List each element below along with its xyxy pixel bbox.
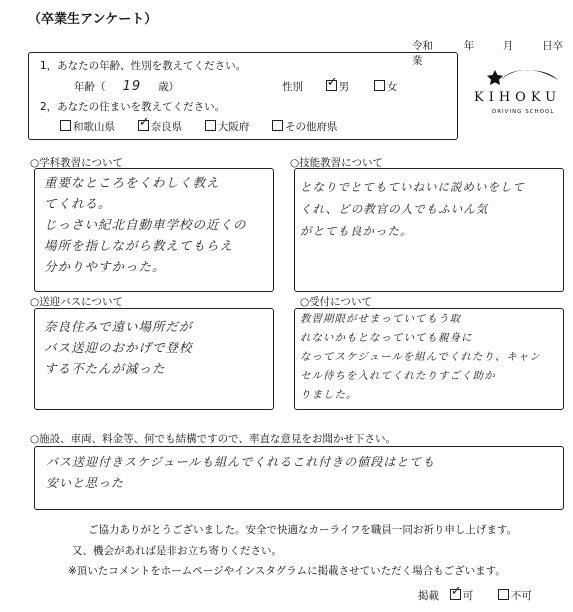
logo-tagline: DRIVING SCHOOL <box>492 109 555 115</box>
gender-row <box>282 79 397 94</box>
facility-title: ○施設、車両、料金等、何でも結構ですので、率直な意見をお聞かせ下さい。 <box>30 433 396 445</box>
wakayama-label: 和歌山県 <box>73 121 115 133</box>
month-unit: 月 <box>502 40 514 52</box>
male-checkbox[interactable] <box>326 80 337 91</box>
age-label: 年齢（ <box>74 81 106 93</box>
logo-name: KIHOKU <box>474 90 562 105</box>
nara-label: 奈良県 <box>150 121 183 133</box>
visit-message: 又、機会があれば是非お立ち寄りください。 <box>72 545 282 557</box>
male-label: 男 <box>338 81 350 93</box>
year-unit: 年 <box>463 40 475 52</box>
female-checkbox[interactable] <box>374 80 385 91</box>
reception-answer: 教習期限がせまっていてもう取 れないかもとなっていても親身に なってスケジュールを組んでくれたり、キャン セル待ちを入れてくれたりすごく助か りました。 <box>300 313 541 401</box>
page-title: （卒業生アンケート） <box>28 12 158 27</box>
gender-label: 性別 <box>282 81 303 93</box>
age-row <box>74 79 179 94</box>
deny-label: 不可 <box>510 590 532 602</box>
skill-answer: となりでとてもていねいに説めいをして くれ、どの教官の人でもふいん気 がとても良かった。 <box>300 180 525 238</box>
deny-checkbox[interactable] <box>498 589 509 600</box>
publish-label: 掲載 <box>418 590 439 602</box>
age-unit: 歳） <box>158 81 180 93</box>
bus-answer: 奈良住みで遠い場所だが バス送迎のおかげで登校 する不たんが減った <box>44 319 193 376</box>
skill-title: ○技能教習について <box>290 157 383 169</box>
age-value: 19 <box>122 79 142 94</box>
school-logo <box>470 62 570 122</box>
classroom-answer: 重要なところをくわしく教え てくれる。 じっさい紀北自動車学校の近くの 場所を指しながら教えてもらえ 分かりやすかった。 <box>44 175 247 274</box>
facility-answer: バス送迎付きスケジュールも組んでくれるこれ付きの値段はとても 安いと思った <box>46 455 436 490</box>
allow-label: 可 <box>462 590 474 602</box>
publish-notice: ※頂いたコメントをホームページやインスタグラムに掲載させていただく場合もございます。 <box>68 565 506 577</box>
star-icon <box>487 70 503 85</box>
bus-title: ○送迎バスについて <box>30 296 123 308</box>
classroom-title: ○学科教習について <box>30 157 123 169</box>
wakayama-checkbox[interactable] <box>60 120 71 131</box>
thanks-message: ご協力ありがとうございました。安全で快適なカーライフを職員一同お祈り申し上げます。 <box>88 524 518 536</box>
osaka-checkbox[interactable] <box>205 120 216 131</box>
other-pref-label: その他府県 <box>285 121 338 133</box>
osaka-label: 大阪府 <box>217 121 250 133</box>
grad-suffix: 日卒業 <box>412 40 564 67</box>
residence-row <box>60 119 338 134</box>
publish-consent <box>418 588 532 603</box>
q1-label: 1，あなたの年齢、性別を教えてください。 <box>40 60 247 72</box>
female-label: 女 <box>386 81 398 93</box>
other-pref-checkbox[interactable] <box>272 120 283 131</box>
nara-checkbox[interactable] <box>138 120 149 131</box>
q2-label: 2，あなたの住まいを教えてください。 <box>40 101 226 113</box>
era-label: 令和 <box>412 40 433 52</box>
reception-title: ○受付について <box>300 296 372 308</box>
allow-checkbox[interactable] <box>450 589 461 600</box>
